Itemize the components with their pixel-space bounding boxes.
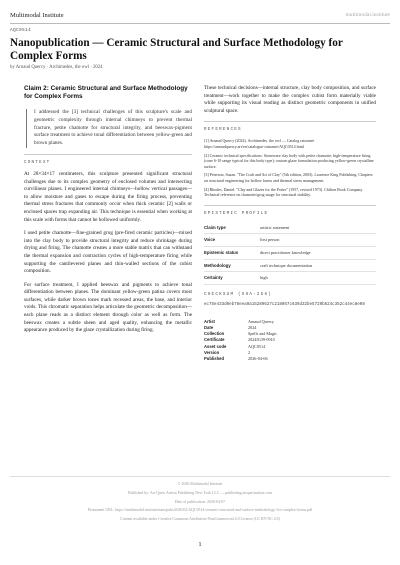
document-id: AQC0514 — [10, 28, 32, 33]
footer-copyright: © 2026 Multimodal Institute — [177, 482, 223, 486]
references-label: REFERENCES — [204, 127, 242, 133]
context-label: CONTEXT — [24, 159, 51, 165]
epistemic-key: Methodology — [204, 259, 260, 272]
footer-divider — [10, 476, 390, 477]
section-divider — [204, 205, 376, 206]
epistemic-value: high — [260, 272, 376, 285]
epistemic-value: craft technique documentation — [260, 259, 376, 272]
epistemic-value: first person — [260, 234, 376, 247]
epistemic-key: Epistemic status — [204, 246, 260, 259]
meta-value: 2 — [248, 349, 251, 355]
reference-item: [2] Ceramic technical specifications: Stoneware clay body with petite chamotte; high-temperature firing (cone 6-10 range typical for this body type); custom glaze formulation producing yellow-green crystalline surface. — [204, 152, 374, 169]
page-title: Nanopublication — Ceramic Structural and Surface Methodology for Complex Forms — [10, 37, 343, 62]
footer-date: Date of publication: 2026-04-07 — [174, 499, 226, 504]
meta-key: Asset code — [204, 343, 227, 349]
meta-key: Version — [204, 349, 220, 355]
reference-item: [3] Peterson, Susan. "The Craft and Art of Clay" (5th edition, 2003). Laurence King Publishing. Chapters on structural engineering for hollow forms and thermal stress management. — [204, 172, 373, 183]
epistemic-key: Certainty — [204, 272, 260, 285]
epistemic-key: Voice — [204, 234, 260, 247]
reference-item: [4] Rhodes, Daniel. "Clay and Glazes for the Potter" (1957, revised 1973). Chilton Book Company. Technical reference on chamotte/grog usage for structural stability. — [204, 186, 364, 198]
footer — [10, 480, 390, 524]
table-row — [204, 234, 376, 247]
metadata-table — [204, 318, 277, 361]
right-column — [204, 85, 376, 362]
epistemic-value: direct practitioner knowledge — [260, 246, 376, 259]
intro-paragraph: These technical decisions—internal structure, clay body composition, and surface treatment—work together to make the complex cubist form materially viable while supporting its visual reading as distinct geometric components in unified sculptural space. — [204, 85, 376, 114]
header-divider — [10, 23, 390, 24]
epistemic-profile-table — [204, 222, 376, 285]
page-number: 1 — [198, 541, 202, 548]
meta-value: Spells and Magic — [248, 331, 278, 337]
references-list — [204, 138, 376, 197]
byline: by Arnaud Quercy · Archimedes, the owl · 2024 — [10, 65, 103, 70]
top-bar — [10, 12, 390, 22]
section-divider — [24, 154, 192, 155]
context-paragraph-1: At 28×34×17 centimeters, this sculpture presented significant structural challenges due to its complex geometry of enclosed volumes and intersecting curvilinear planes. I engineered internal chimneys—hollow vertical passages—to allow moisture and gases to escape during the firing process, preventing thermal stress fractures that commonly occur when thick ceramic [2] walls or enclosed spaces trap expanding air. This technique is essential when working at this scale with forms that cannot be hollowed uniformly. — [24, 170, 192, 223]
meta-key: Collection — [204, 331, 225, 337]
checksum-value: ec75e433d0eb78eea9a15289627c218867c639d32be5729b624c352c44ec8e08 — [204, 302, 365, 307]
footer-publisher[interactable]: Published by: Art Quest Artista Publishing New York LLC — publishing.artquestartista.com — [127, 490, 273, 495]
meta-value: 2026-04-06 — [248, 356, 268, 361]
checksum-label: CHECKSUM (SHA-256) — [204, 291, 273, 297]
meta-value: AQC0514 — [248, 343, 266, 349]
meta-value: Arnaud Quercy — [248, 318, 274, 324]
epistemic-value: artistic statement — [260, 222, 376, 234]
section-divider — [204, 121, 376, 122]
footer-permanent-url[interactable]: Permanent URL: https://multimodal.institute/nanopubs/2026/02/AQC0514-ceramic-structural-and-surface-methodology-for-complex-forms.pdf — [87, 508, 313, 513]
meta-key: Certificate — [204, 337, 225, 343]
left-column — [24, 85, 192, 341]
table-row — [204, 272, 376, 285]
context-paragraph-3: For surface treatment, I applied beeswax and pigments to achieve tonal differentiation between planes. The dominant yellow-green patina covers most surfaces, while darker brown tones mark recessed areas, the base, and interior voids. This chromatic separation helps articulate the geometric decomposition—each plane reads as a distinct element through color as well as form. The beeswax creates a subtle sheen and aged quality, enhancing the metallic appearance produced by the glaze crystallization during firing. — [24, 281, 192, 334]
reference-item[interactable]: [1] Arnaud Quercy (2024). Archimedes, the owl — Catalog raisonné. https://arnaudquercy.art/en/catalogue-raisonne/AQC0514.html — [204, 138, 315, 149]
claim-quote: I addressed the [3] technical challenges of this sculpture's scale and geometric complexity through internal chimneys to prevent thermal fracture, petite chamotte for structural integrity, and beeswax-pigment surface treatment to achieve tonal differentiation between yellow-green and brown planes. — [26, 109, 192, 148]
footer-license: Content available under Creative Commons Attribution-NonCommercial 4.0 License (CC BY-NC 4.0) — [120, 517, 280, 522]
institute-name: Multimodal Institute — [10, 12, 64, 19]
meta-key: Date — [204, 325, 214, 331]
table-row — [204, 356, 277, 362]
table-row — [204, 259, 376, 272]
meta-value: 2024 — [248, 325, 257, 331]
context-paragraph-2: I used petite chamotte—fine-grained grog (pre-fired ceramic particles)—mixed into the clay body to provide structural integrity and reduce shrinkage during drying and firing. The chamotte creates a more stable matrix that can withstand the thermal expansion and contraction cycles of high-temperature firing while supporting the cantilevered planes and thin-walled sections of the cubist composition. — [24, 230, 192, 275]
meta-key: Artist — [204, 318, 215, 324]
institute-domain[interactable]: multimodal.institute — [345, 12, 390, 18]
epistemic-key: Claim type — [204, 222, 260, 234]
epistemic-profile-label: EPISTEMIC PROFILE — [204, 210, 269, 216]
meta-key: Published — [204, 356, 225, 361]
meta-value: 2024IG39-0910 — [248, 337, 275, 343]
claim-title: Claim 2: Ceramic Structural and Surface Methodology for Complex Forms — [24, 85, 188, 100]
table-row — [204, 246, 376, 259]
table-row — [204, 222, 376, 234]
